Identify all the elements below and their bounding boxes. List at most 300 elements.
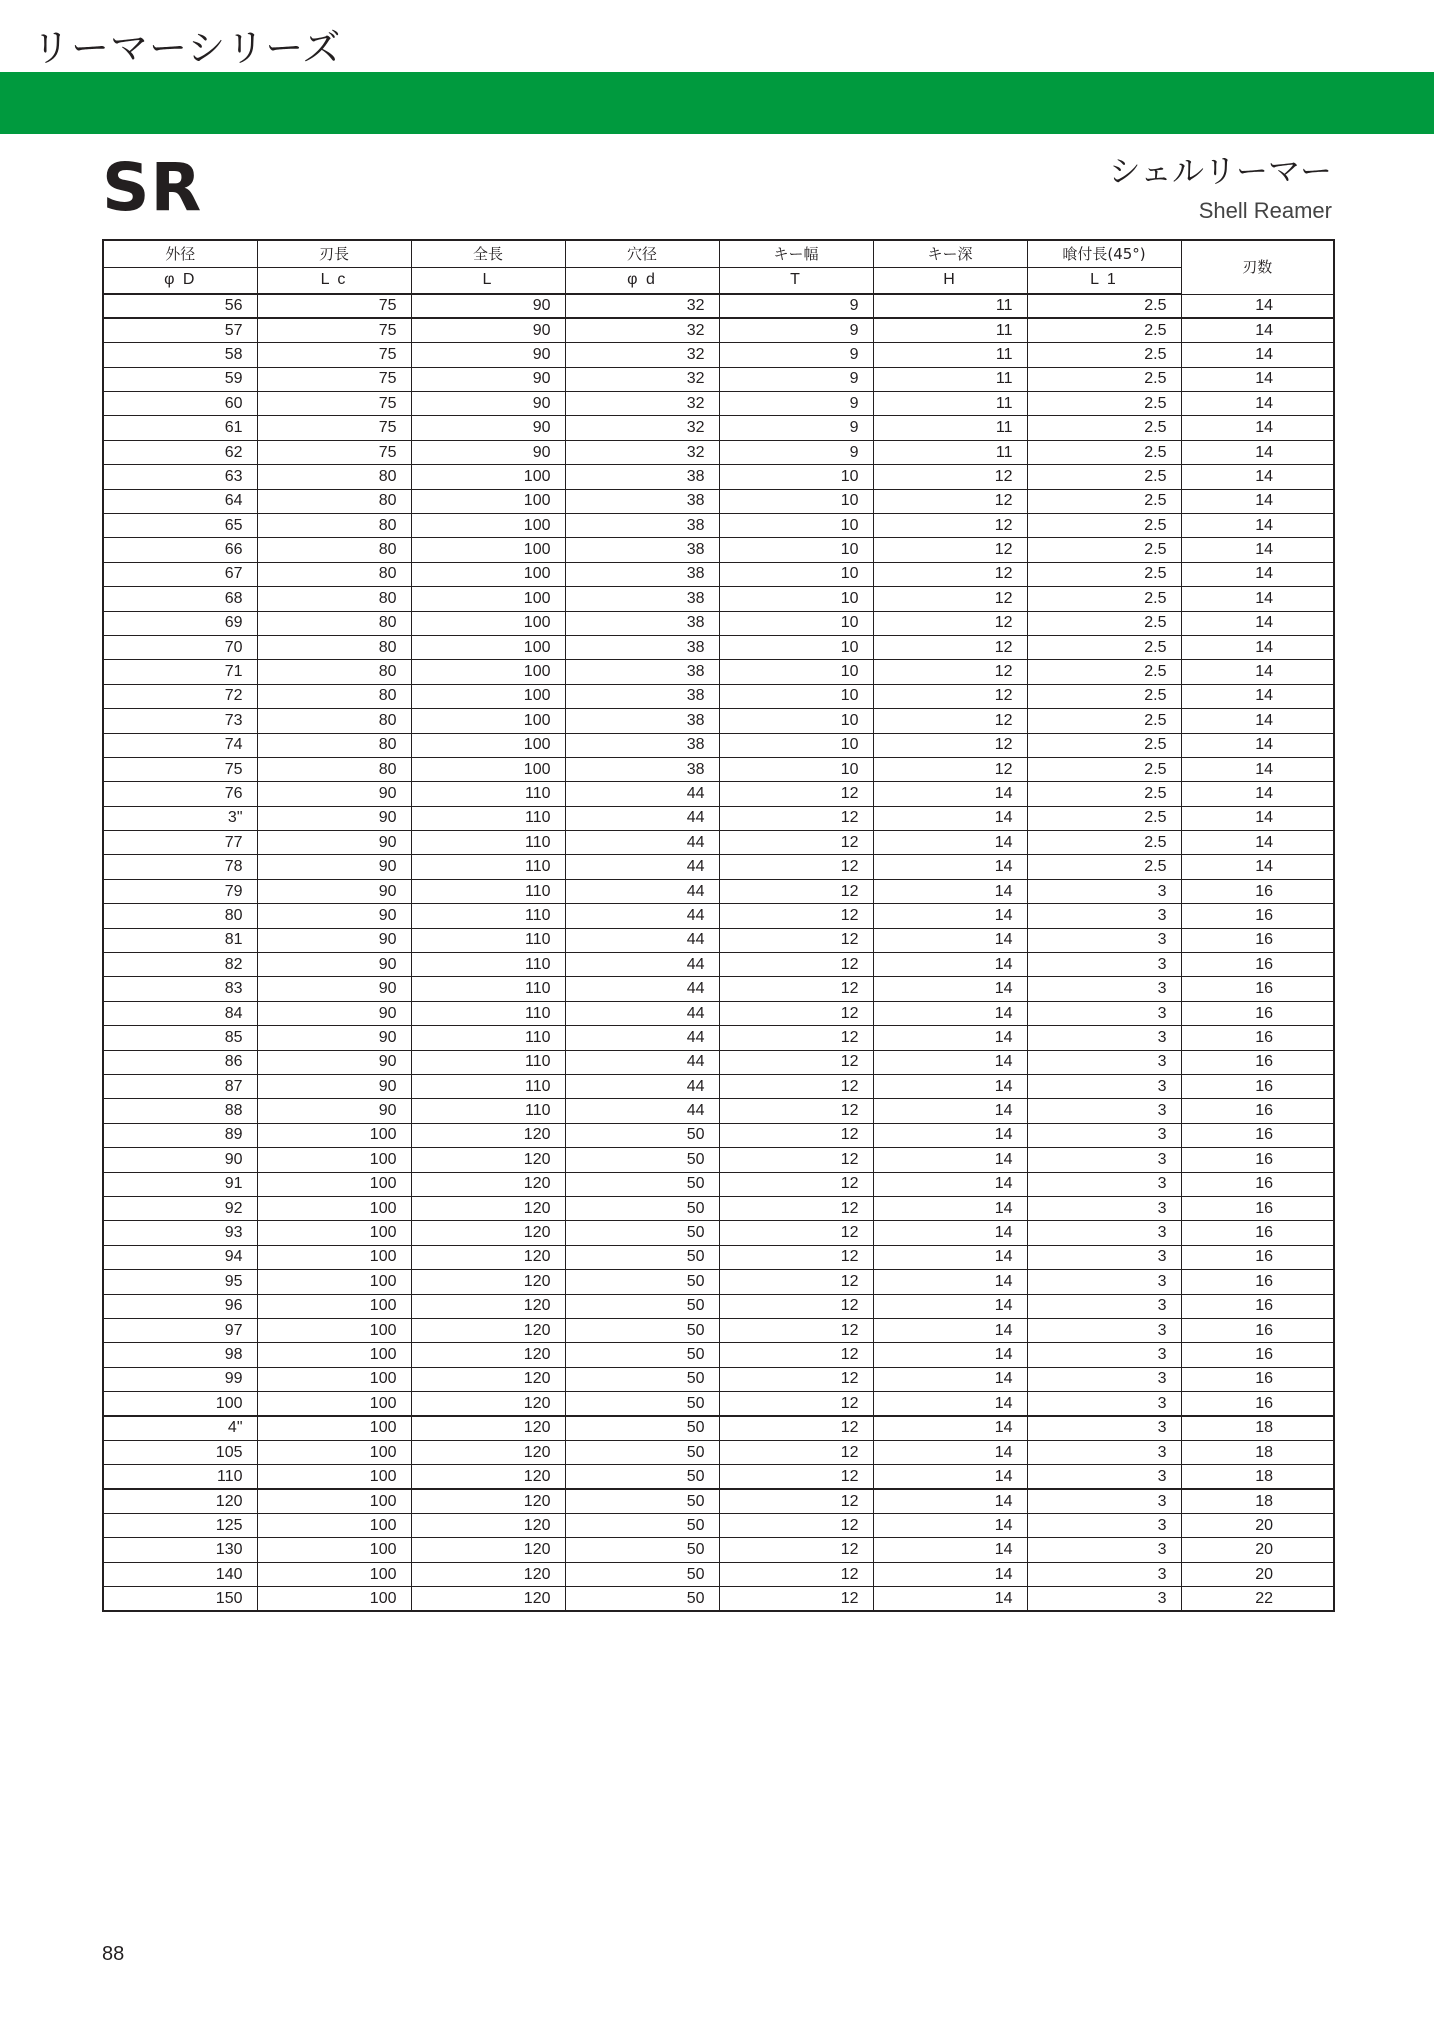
cell-cutting-length: 90 <box>257 1026 411 1050</box>
table-row <box>103 1294 1334 1318</box>
cell-key-width: 12 <box>719 782 873 806</box>
cell-key-depth: 14 <box>873 928 1027 952</box>
cell-outer-diameter: 125 <box>103 1514 257 1538</box>
cell-key-depth: 14 <box>873 1221 1027 1245</box>
cell-chamfer-length: 3 <box>1027 1514 1181 1538</box>
cell-bore-diameter: 32 <box>565 343 719 367</box>
cell-flutes: 14 <box>1181 611 1334 635</box>
cell-key-depth: 14 <box>873 855 1027 879</box>
cell-flutes: 16 <box>1181 879 1334 903</box>
cell-outer-diameter: 99 <box>103 1367 257 1391</box>
cell-bore-diameter: 44 <box>565 879 719 903</box>
cell-bore-diameter: 38 <box>565 757 719 781</box>
col-header-flutes: 刃数 <box>1181 240 1334 294</box>
cell-chamfer-length: 3 <box>1027 1075 1181 1099</box>
table-row <box>103 1075 1334 1099</box>
table-row <box>103 928 1334 952</box>
cell-chamfer-length: 3 <box>1027 1587 1181 1611</box>
cell-key-depth: 14 <box>873 1343 1027 1367</box>
cell-bore-diameter: 44 <box>565 904 719 928</box>
cell-chamfer-length: 3 <box>1027 1099 1181 1123</box>
cell-flutes: 14 <box>1181 392 1334 416</box>
table-row <box>103 1562 1334 1586</box>
cell-cutting-length: 90 <box>257 1075 411 1099</box>
cell-key-width: 9 <box>719 416 873 440</box>
cell-flutes: 18 <box>1181 1465 1334 1489</box>
cell-bore-diameter: 50 <box>565 1318 719 1342</box>
cell-bore-diameter: 50 <box>565 1440 719 1464</box>
cell-bore-diameter: 44 <box>565 855 719 879</box>
cell-key-width: 10 <box>719 709 873 733</box>
cell-cutting-length: 100 <box>257 1514 411 1538</box>
cell-key-depth: 12 <box>873 660 1027 684</box>
cell-chamfer-length: 2.5 <box>1027 635 1181 659</box>
cell-key-width: 12 <box>719 1196 873 1220</box>
table-row <box>103 1050 1334 1074</box>
cell-cutting-length: 90 <box>257 953 411 977</box>
cell-chamfer-length: 3 <box>1027 1367 1181 1391</box>
cell-bore-diameter: 32 <box>565 294 719 318</box>
cell-key-depth: 14 <box>873 1465 1027 1489</box>
cell-chamfer-length: 3 <box>1027 1270 1181 1294</box>
cell-outer-diameter: 66 <box>103 538 257 562</box>
cell-flutes: 16 <box>1181 1270 1334 1294</box>
cell-key-depth: 11 <box>873 416 1027 440</box>
table-row <box>103 587 1334 611</box>
cell-outer-diameter: 150 <box>103 1587 257 1611</box>
cell-bore-diameter: 44 <box>565 831 719 855</box>
cell-total-length: 120 <box>411 1489 565 1513</box>
cell-total-length: 110 <box>411 1026 565 1050</box>
cell-cutting-length: 90 <box>257 928 411 952</box>
cell-outer-diameter: 3" <box>103 806 257 830</box>
cell-outer-diameter: 120 <box>103 1489 257 1513</box>
cell-key-width: 10 <box>719 538 873 562</box>
cell-cutting-length: 100 <box>257 1587 411 1611</box>
cell-flutes: 16 <box>1181 1392 1334 1416</box>
cell-total-length: 120 <box>411 1538 565 1562</box>
spec-table-body <box>103 294 1334 1611</box>
cell-bore-diameter: 50 <box>565 1392 719 1416</box>
table-row <box>103 1026 1334 1050</box>
cell-key-width: 12 <box>719 1270 873 1294</box>
table-row <box>103 514 1334 538</box>
table-row <box>103 343 1334 367</box>
cell-total-length: 120 <box>411 1465 565 1489</box>
cell-cutting-length: 80 <box>257 709 411 733</box>
cell-outer-diameter: 94 <box>103 1245 257 1269</box>
cell-cutting-length: 100 <box>257 1270 411 1294</box>
cell-total-length: 110 <box>411 977 565 1001</box>
cell-key-width: 9 <box>719 392 873 416</box>
cell-total-length: 120 <box>411 1416 565 1440</box>
cell-key-depth: 14 <box>873 1416 1027 1440</box>
cell-cutting-length: 90 <box>257 1050 411 1074</box>
cell-chamfer-length: 2.5 <box>1027 757 1181 781</box>
cell-total-length: 110 <box>411 806 565 830</box>
cell-bore-diameter: 44 <box>565 977 719 1001</box>
cell-flutes: 20 <box>1181 1514 1334 1538</box>
cell-chamfer-length: 2.5 <box>1027 343 1181 367</box>
cell-bore-diameter: 38 <box>565 465 719 489</box>
table-row <box>103 1587 1334 1611</box>
cell-cutting-length: 75 <box>257 416 411 440</box>
table-row <box>103 1489 1334 1513</box>
cell-flutes: 16 <box>1181 1026 1334 1050</box>
cell-cutting-length: 100 <box>257 1148 411 1172</box>
cell-outer-diameter: 87 <box>103 1075 257 1099</box>
cell-total-length: 120 <box>411 1148 565 1172</box>
cell-cutting-length: 80 <box>257 587 411 611</box>
cell-bore-diameter: 44 <box>565 1026 719 1050</box>
cell-key-width: 10 <box>719 635 873 659</box>
cell-total-length: 110 <box>411 1075 565 1099</box>
cell-key-width: 10 <box>719 660 873 684</box>
spec-table-header <box>103 240 1334 294</box>
cell-chamfer-length: 2.5 <box>1027 392 1181 416</box>
cell-bore-diameter: 44 <box>565 928 719 952</box>
cell-bore-diameter: 44 <box>565 1001 719 1025</box>
cell-cutting-length: 80 <box>257 684 411 708</box>
cell-key-depth: 14 <box>873 1489 1027 1513</box>
cell-outer-diameter: 89 <box>103 1123 257 1147</box>
cell-chamfer-length: 2.5 <box>1027 660 1181 684</box>
table-row <box>103 806 1334 830</box>
cell-cutting-length: 80 <box>257 611 411 635</box>
cell-chamfer-length: 3 <box>1027 977 1181 1001</box>
header-band <box>0 72 1434 134</box>
cell-flutes: 14 <box>1181 757 1334 781</box>
cell-outer-diameter: 82 <box>103 953 257 977</box>
cell-total-length: 100 <box>411 660 565 684</box>
cell-key-width: 12 <box>719 1343 873 1367</box>
cell-bore-diameter: 32 <box>565 367 719 391</box>
cell-key-depth: 14 <box>873 1148 1027 1172</box>
cell-chamfer-length: 2.5 <box>1027 831 1181 855</box>
cell-key-width: 10 <box>719 465 873 489</box>
cell-total-length: 110 <box>411 855 565 879</box>
cell-key-depth: 14 <box>873 1099 1027 1123</box>
cell-chamfer-length: 3 <box>1027 1001 1181 1025</box>
cell-outer-diameter: 72 <box>103 684 257 708</box>
table-row <box>103 1343 1334 1367</box>
cell-key-depth: 14 <box>873 782 1027 806</box>
cell-cutting-length: 90 <box>257 1001 411 1025</box>
cell-cutting-length: 90 <box>257 879 411 903</box>
cell-bore-diameter: 50 <box>565 1123 719 1147</box>
cell-bore-diameter: 50 <box>565 1489 719 1513</box>
table-row <box>103 465 1334 489</box>
cell-key-depth: 12 <box>873 733 1027 757</box>
cell-total-length: 110 <box>411 904 565 928</box>
col-header-outer-diameter: 外径 <box>103 240 257 267</box>
cell-outer-diameter: 79 <box>103 879 257 903</box>
cell-key-depth: 14 <box>873 806 1027 830</box>
cell-total-length: 110 <box>411 1050 565 1074</box>
cell-bore-diameter: 38 <box>565 684 719 708</box>
table-row <box>103 611 1334 635</box>
cell-total-length: 120 <box>411 1270 565 1294</box>
cell-total-length: 90 <box>411 318 565 342</box>
cell-chamfer-length: 2.5 <box>1027 806 1181 830</box>
cell-key-depth: 14 <box>873 1562 1027 1586</box>
cell-outer-diameter: 96 <box>103 1294 257 1318</box>
cell-bore-diameter: 50 <box>565 1221 719 1245</box>
table-row <box>103 1440 1334 1464</box>
cell-flutes: 16 <box>1181 1001 1334 1025</box>
cell-total-length: 90 <box>411 440 565 464</box>
cell-key-depth: 14 <box>873 1026 1027 1050</box>
table-row <box>103 562 1334 586</box>
col-header-total-length: 全長 <box>411 240 565 267</box>
cell-key-depth: 14 <box>873 1196 1027 1220</box>
col-symbol-bore-diameter: φ d <box>565 267 719 294</box>
cell-cutting-length: 100 <box>257 1416 411 1440</box>
cell-bore-diameter: 50 <box>565 1562 719 1586</box>
cell-key-width: 12 <box>719 1050 873 1074</box>
cell-bore-diameter: 38 <box>565 635 719 659</box>
cell-flutes: 14 <box>1181 733 1334 757</box>
cell-outer-diameter: 92 <box>103 1196 257 1220</box>
cell-key-depth: 14 <box>873 1318 1027 1342</box>
cell-outer-diameter: 4" <box>103 1416 257 1440</box>
cell-chamfer-length: 2.5 <box>1027 416 1181 440</box>
cell-key-width: 12 <box>719 1440 873 1464</box>
product-name-en: Shell Reamer <box>1198 198 1332 223</box>
cell-outer-diameter: 63 <box>103 465 257 489</box>
cell-bore-diameter: 32 <box>565 416 719 440</box>
cell-flutes: 14 <box>1181 684 1334 708</box>
col-header-key-depth: キー深 <box>873 240 1027 267</box>
cell-cutting-length: 100 <box>257 1318 411 1342</box>
cell-cutting-length: 80 <box>257 489 411 513</box>
cell-key-depth: 11 <box>873 343 1027 367</box>
cell-key-depth: 12 <box>873 562 1027 586</box>
table-row <box>103 953 1334 977</box>
cell-flutes: 14 <box>1181 806 1334 830</box>
cell-outer-diameter: 86 <box>103 1050 257 1074</box>
cell-bore-diameter: 50 <box>565 1196 719 1220</box>
cell-outer-diameter: 60 <box>103 392 257 416</box>
cell-key-depth: 12 <box>873 465 1027 489</box>
cell-key-width: 12 <box>719 1001 873 1025</box>
cell-flutes: 20 <box>1181 1562 1334 1586</box>
cell-flutes: 14 <box>1181 538 1334 562</box>
cell-chamfer-length: 3 <box>1027 953 1181 977</box>
cell-chamfer-length: 3 <box>1027 1562 1181 1586</box>
col-symbol-key-width: T <box>719 267 873 294</box>
cell-outer-diameter: 85 <box>103 1026 257 1050</box>
cell-outer-diameter: 100 <box>103 1392 257 1416</box>
cell-key-width: 12 <box>719 1318 873 1342</box>
cell-chamfer-length: 2.5 <box>1027 294 1181 318</box>
cell-bore-diameter: 38 <box>565 562 719 586</box>
cell-flutes: 14 <box>1181 367 1334 391</box>
cell-flutes: 14 <box>1181 416 1334 440</box>
cell-total-length: 100 <box>411 757 565 781</box>
cell-key-width: 9 <box>719 318 873 342</box>
cell-total-length: 120 <box>411 1343 565 1367</box>
cell-key-depth: 12 <box>873 587 1027 611</box>
cell-bore-diameter: 38 <box>565 709 719 733</box>
table-row <box>103 1416 1334 1440</box>
cell-key-depth: 14 <box>873 879 1027 903</box>
cell-key-width: 12 <box>719 953 873 977</box>
cell-flutes: 14 <box>1181 514 1334 538</box>
cell-cutting-length: 100 <box>257 1245 411 1269</box>
cell-chamfer-length: 3 <box>1027 1416 1181 1440</box>
cell-outer-diameter: 93 <box>103 1221 257 1245</box>
cell-cutting-length: 90 <box>257 831 411 855</box>
cell-total-length: 120 <box>411 1172 565 1196</box>
cell-total-length: 100 <box>411 514 565 538</box>
cell-bore-diameter: 32 <box>565 392 719 416</box>
table-row <box>103 855 1334 879</box>
cell-total-length: 100 <box>411 709 565 733</box>
cell-bore-diameter: 50 <box>565 1367 719 1391</box>
table-row <box>103 1221 1334 1245</box>
cell-total-length: 120 <box>411 1196 565 1220</box>
cell-outer-diameter: 61 <box>103 416 257 440</box>
cell-key-width: 12 <box>719 1123 873 1147</box>
cell-cutting-length: 100 <box>257 1538 411 1562</box>
cell-key-width: 12 <box>719 1538 873 1562</box>
cell-chamfer-length: 3 <box>1027 904 1181 928</box>
cell-chamfer-length: 2.5 <box>1027 855 1181 879</box>
cell-bore-diameter: 38 <box>565 489 719 513</box>
cell-total-length: 110 <box>411 953 565 977</box>
cell-flutes: 20 <box>1181 1538 1334 1562</box>
cell-outer-diameter: 71 <box>103 660 257 684</box>
cell-cutting-length: 100 <box>257 1343 411 1367</box>
col-symbol-total-length: L <box>411 267 565 294</box>
cell-total-length: 100 <box>411 538 565 562</box>
cell-key-width: 12 <box>719 1172 873 1196</box>
cell-total-length: 120 <box>411 1587 565 1611</box>
cell-key-width: 9 <box>719 367 873 391</box>
cell-outer-diameter: 62 <box>103 440 257 464</box>
cell-key-depth: 12 <box>873 514 1027 538</box>
cell-total-length: 100 <box>411 733 565 757</box>
cell-outer-diameter: 58 <box>103 343 257 367</box>
cell-chamfer-length: 3 <box>1027 1294 1181 1318</box>
cell-chamfer-length: 2.5 <box>1027 562 1181 586</box>
cell-bore-diameter: 32 <box>565 440 719 464</box>
cell-key-depth: 14 <box>873 1367 1027 1391</box>
table-row <box>103 1514 1334 1538</box>
cell-chamfer-length: 3 <box>1027 1245 1181 1269</box>
cell-total-length: 120 <box>411 1440 565 1464</box>
cell-key-width: 12 <box>719 904 873 928</box>
cell-key-depth: 14 <box>873 1538 1027 1562</box>
table-row <box>103 1123 1334 1147</box>
cell-flutes: 14 <box>1181 440 1334 464</box>
col-symbol-outer-diameter: φ D <box>103 267 257 294</box>
cell-outer-diameter: 56 <box>103 294 257 318</box>
cell-flutes: 14 <box>1181 831 1334 855</box>
cell-key-depth: 14 <box>873 1587 1027 1611</box>
cell-flutes: 14 <box>1181 294 1334 318</box>
cell-flutes: 18 <box>1181 1440 1334 1464</box>
cell-flutes: 14 <box>1181 855 1334 879</box>
cell-key-depth: 14 <box>873 1050 1027 1074</box>
cell-key-width: 10 <box>719 489 873 513</box>
cell-total-length: 120 <box>411 1562 565 1586</box>
cell-flutes: 16 <box>1181 1221 1334 1245</box>
cell-key-depth: 14 <box>873 1514 1027 1538</box>
cell-total-length: 120 <box>411 1392 565 1416</box>
cell-cutting-length: 75 <box>257 318 411 342</box>
cell-total-length: 100 <box>411 587 565 611</box>
cell-outer-diameter: 81 <box>103 928 257 952</box>
cell-cutting-length: 75 <box>257 294 411 318</box>
table-row <box>103 1001 1334 1025</box>
table-row <box>103 660 1334 684</box>
cell-total-length: 120 <box>411 1123 565 1147</box>
cell-outer-diameter: 80 <box>103 904 257 928</box>
cell-flutes: 16 <box>1181 953 1334 977</box>
cell-flutes: 16 <box>1181 904 1334 928</box>
cell-key-width: 12 <box>719 855 873 879</box>
cell-outer-diameter: 97 <box>103 1318 257 1342</box>
cell-key-depth: 12 <box>873 709 1027 733</box>
cell-key-depth: 12 <box>873 635 1027 659</box>
cell-chamfer-length: 2.5 <box>1027 465 1181 489</box>
cell-total-length: 90 <box>411 343 565 367</box>
table-row <box>103 1245 1334 1269</box>
cell-bore-diameter: 50 <box>565 1172 719 1196</box>
cell-chamfer-length: 3 <box>1027 1050 1181 1074</box>
table-row <box>103 1318 1334 1342</box>
cell-bore-diameter: 38 <box>565 587 719 611</box>
cell-outer-diameter: 95 <box>103 1270 257 1294</box>
cell-chamfer-length: 2.5 <box>1027 733 1181 757</box>
cell-bore-diameter: 50 <box>565 1245 719 1269</box>
cell-outer-diameter: 98 <box>103 1343 257 1367</box>
cell-flutes: 16 <box>1181 1099 1334 1123</box>
cell-key-depth: 11 <box>873 440 1027 464</box>
cell-outer-diameter: 76 <box>103 782 257 806</box>
cell-key-depth: 12 <box>873 684 1027 708</box>
cell-cutting-length: 100 <box>257 1489 411 1513</box>
cell-key-depth: 14 <box>873 1245 1027 1269</box>
cell-chamfer-length: 3 <box>1027 1343 1181 1367</box>
table-row <box>103 831 1334 855</box>
cell-outer-diameter: 83 <box>103 977 257 1001</box>
cell-flutes: 14 <box>1181 587 1334 611</box>
cell-cutting-length: 100 <box>257 1221 411 1245</box>
cell-key-width: 12 <box>719 1465 873 1489</box>
cell-flutes: 18 <box>1181 1416 1334 1440</box>
cell-flutes: 16 <box>1181 1318 1334 1342</box>
cell-chamfer-length: 3 <box>1027 1392 1181 1416</box>
cell-outer-diameter: 90 <box>103 1148 257 1172</box>
cell-flutes: 22 <box>1181 1587 1334 1611</box>
cell-key-depth: 14 <box>873 1001 1027 1025</box>
cell-key-depth: 14 <box>873 1440 1027 1464</box>
cell-flutes: 14 <box>1181 635 1334 659</box>
cell-key-width: 12 <box>719 1392 873 1416</box>
table-row <box>103 1392 1334 1416</box>
cell-flutes: 14 <box>1181 343 1334 367</box>
cell-total-length: 110 <box>411 928 565 952</box>
cell-chamfer-length: 2.5 <box>1027 587 1181 611</box>
cell-flutes: 14 <box>1181 465 1334 489</box>
table-row <box>103 709 1334 733</box>
cell-flutes: 16 <box>1181 1294 1334 1318</box>
cell-bore-diameter: 38 <box>565 514 719 538</box>
cell-cutting-length: 100 <box>257 1196 411 1220</box>
